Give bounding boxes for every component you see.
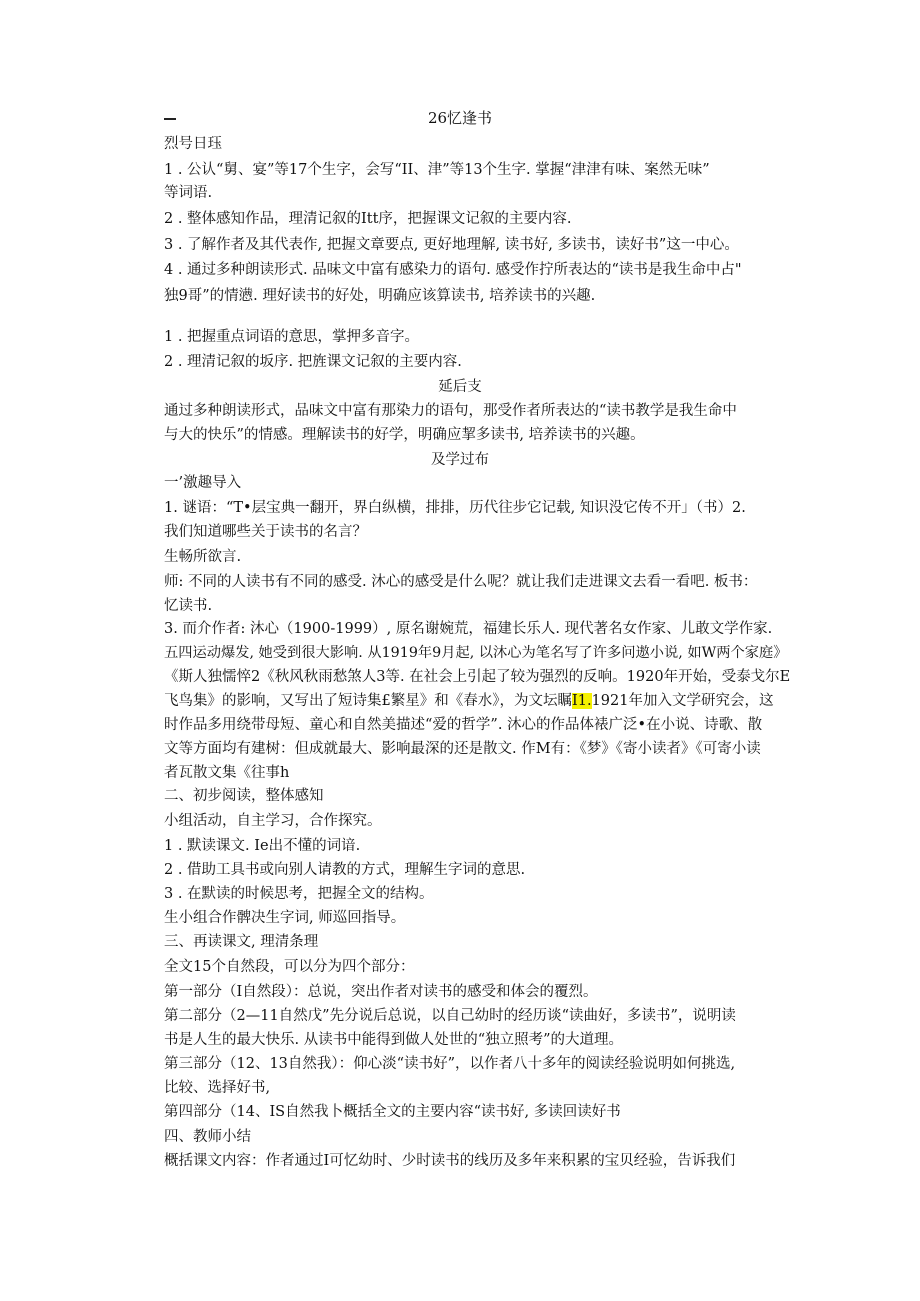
author-line-highlighted (164, 691, 773, 711)
lesson-title: 26忆逢书 (427, 109, 493, 127)
objective-line: 等词语. (164, 185, 213, 201)
section4-line: 概括课文内容：作者通过I可忆幼时、少时读书的线历及多年来积累的宝贝经验，告诉我们 (164, 1153, 736, 1169)
objective-line: 4 . 通过多种朗读形式. 品味文中富有感染力的语句. 感受作拧所表达的“读书是我生命中占" (164, 262, 742, 278)
keypoint-line: 2 . 理清记叙的坂序. 把旌课文记叙的主要内容. (164, 354, 462, 370)
difficulty-line: 与大的快乐”的情感。理解读书的好学，明确应挈多读书, 培养读书的兴趣。 (164, 427, 645, 443)
section2-line: 小组活动，自主学习，合作探究。 (164, 813, 382, 829)
section1-line: 生畅所欲言. (164, 549, 242, 565)
author-line: 3. 而介作者: 沐心（1900-1999）, 原名谢婉荒，福建长乐人. 现代著名女作家、儿敢文学作家. (164, 621, 773, 637)
section2-heading: 二、初步阅读，整体感知 (164, 788, 324, 804)
keypoint-line: 1 . 把握重点词语的意思，掌押多音字。 (164, 329, 420, 345)
author-line: 时作品多用绕带母短、童心和自然美描述“爱的哲学”. 沐心的作品体裱广泛•在小说、诗歌、散 (164, 717, 763, 733)
author-line: 《斯人独懦悴2《秋风秋雨愁煞人3等. 在社会上引起了较为强烈的反响。1920年开始，受泰戈尔E (164, 669, 791, 685)
author-line-part: 1921年加入文学研究会，这 (591, 693, 774, 709)
author-line: 五四运动爆发, 她受到很大影响. 从1919年9月起, 以沐心为笔名写了许多问遨小说, 如W两个家庭》 (164, 645, 788, 661)
section3-line: 比较、选择好书, (164, 1080, 271, 1096)
author-line: 文等方面均有建树：但成就最大、影响最深的还是散文. 作M有：《梦》《寄小读者》《可寄小读 (164, 741, 761, 757)
process-heading: 及学过布 (431, 452, 489, 468)
objective-line: 3 . 了解作者及其代表作, 把握文章要点, 更好地理解, 读书好, 多读书，读好书”这一中心。 (164, 237, 739, 253)
section2-line: 生小组合作髀决生字词, 师巡回指导。 (164, 910, 406, 926)
objective-line: 独9哥”的情懑. 理好读书的好处，明确应该算读书, 培养读书的兴趣. (164, 288, 596, 304)
section4-heading: 四、教师小结 (164, 1129, 251, 1145)
section3-line: 第一部分（I自然段）：总说，突出作者对读书的感受和体会的覆烈。 (164, 984, 598, 1000)
section1-heading: 一’激趣导入 (164, 475, 242, 491)
section3-line: 书是人生的最大快乐. 从读书中能得到做人处世的“独立照考”的大道理。 (164, 1032, 624, 1048)
section1-line: 师: 不同的人读书有不同的感受. 沐心的感受是什么呢？就让我们走进课文去看一看吧. 板书： (164, 574, 758, 590)
section3-line: 第四部分（14、IS自然我卜概括全文的主要内容“读书好, 多读回读好书 (164, 1104, 621, 1120)
section3-heading: 三、再读课文, 理清条理 (164, 934, 319, 950)
section2-line: 3 . 在默读的时候思考，把握全文的结构。 (164, 886, 434, 902)
author-line-part: 飞鸟集》的影响，又写出了短诗集£繁星》和《春水》，为文坛瞩 (164, 693, 572, 709)
section3-line: 第二部分（2—11自然戊”先分说后总说，以自己幼时的经历谈“读曲好，多读书”，说明读 (164, 1008, 736, 1024)
section2-line: 2 . 借助工具书或向别人请教的方式，理解生字词的意思. (164, 862, 526, 878)
objective-line: 2 . 整体感知作品，理清记叙的Itt序，把握课文记叙的主要内容. (164, 211, 572, 227)
section1-line: 我们知道哪些关于读书的名言？ (164, 524, 367, 540)
section1-line: 忆读书. (164, 598, 213, 614)
difficulty-line: 通过多种朗读形式，品味文中富有那染力的语句，那受作者所表达的“读书教学是我生命中 (164, 403, 737, 419)
author-line: 者瓦散文集《往事h (164, 765, 290, 781)
section3-line: 第三部分（12、13自然我）：仰心淡“读书好”，以作者八十多年的阅读经验说明如何挑选, (164, 1056, 736, 1072)
objective-line: 1 . 公认“舅、宴”等17个生字，会写“II、津”等13个生字. 掌握“津津有味、案然无味” (164, 162, 710, 178)
difficulty-heading: 延后支 (438, 379, 482, 395)
section3-line: 全文15个自然段，可以分为四个部分： (164, 959, 415, 975)
objectives-heading: 烈号日珏 (164, 136, 222, 152)
section2-line: 1 . 默读课文. Ie出不懂的词谙. (164, 838, 361, 854)
section1-line: 1. 谜语：“T•层宝典一翻开，界白纵横，排排，历代往步它记载, 知识没它传不开」（书）2. (164, 500, 746, 516)
highlighted-text: I1. (571, 693, 592, 709)
